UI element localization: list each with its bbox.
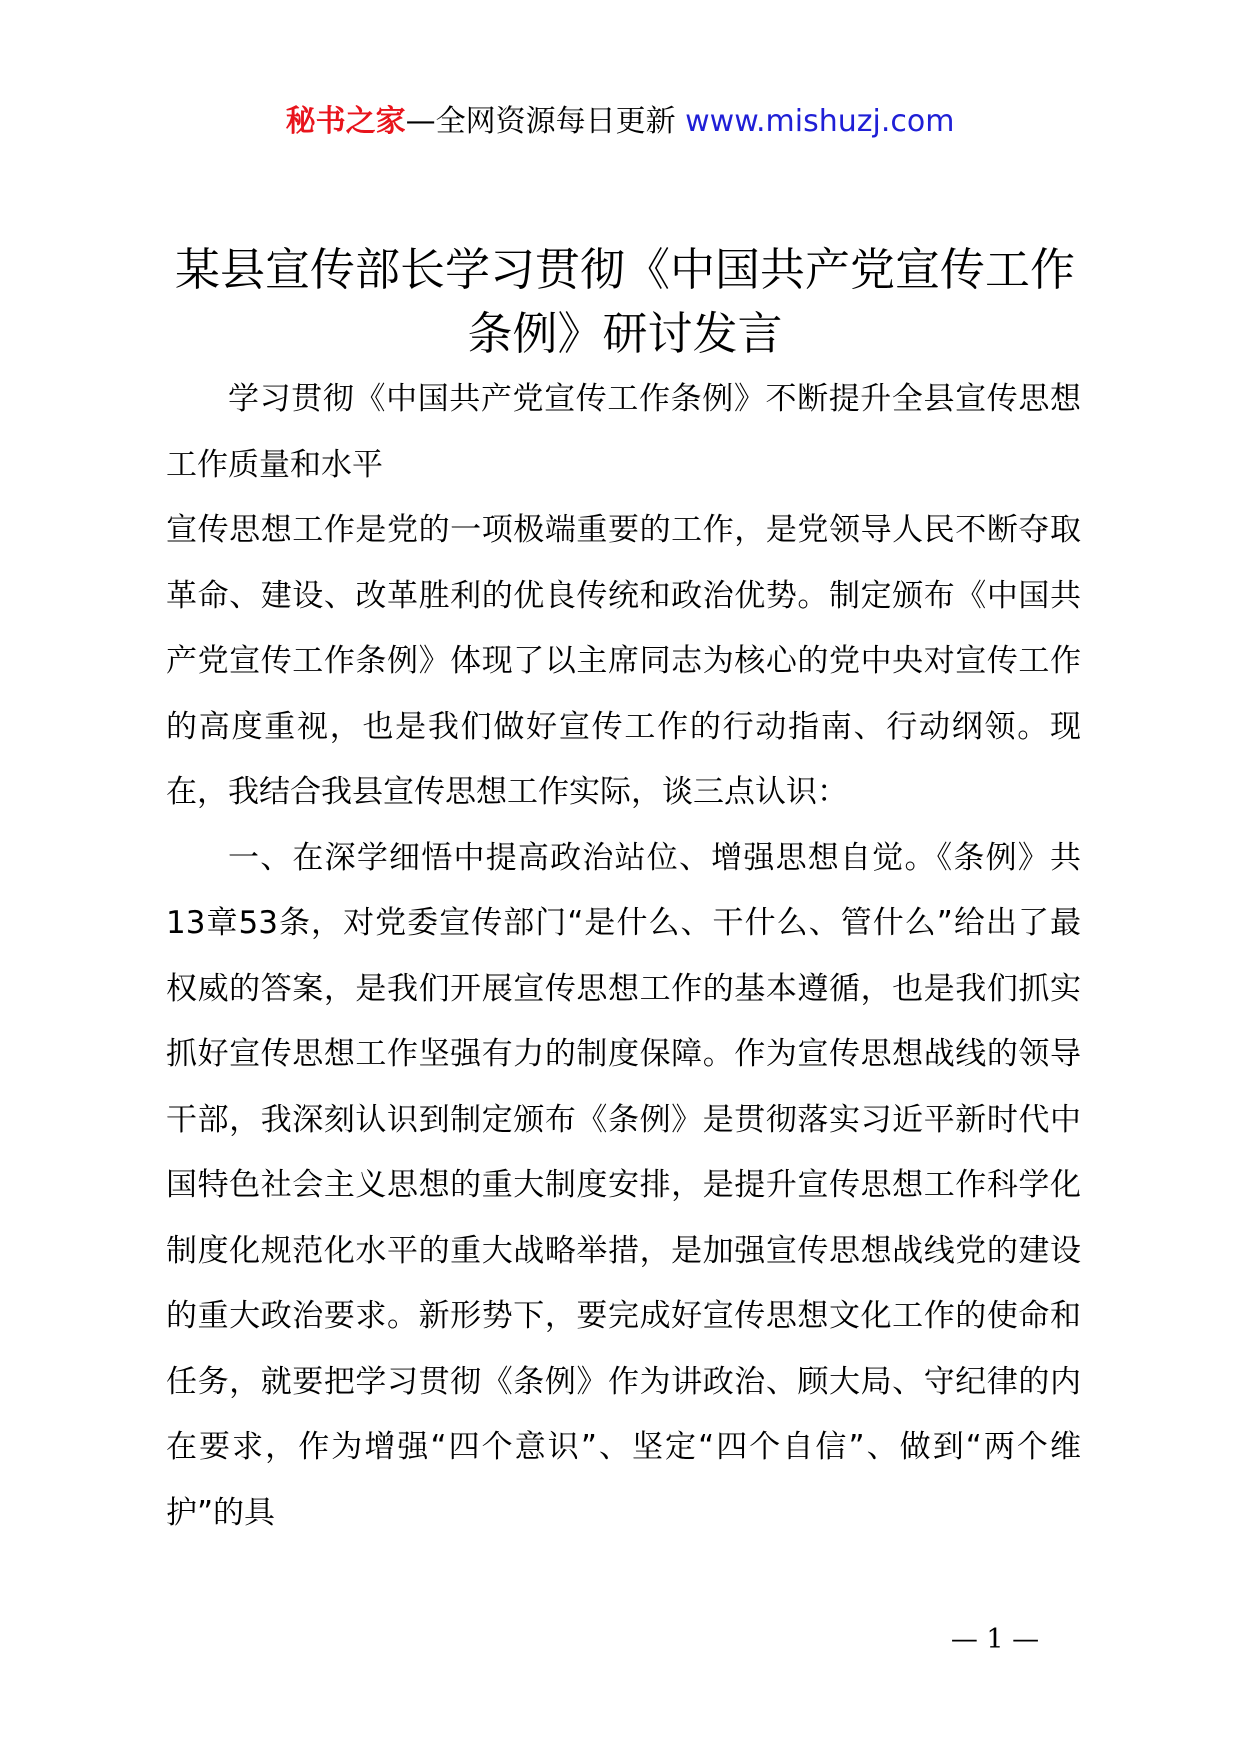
document-body <box>166 367 1081 1546</box>
document-subtitle: 学习贯彻《中国共产党宣传工作条例》不断提升全县宣传思想工作质量和水平 <box>166 381 1081 483</box>
title-line-1: 某县宣传部长学习贯彻《中国共产党宣传工作 <box>174 243 1075 296</box>
paragraph-1: 宣传思想工作是党的一项极端重要的工作，是党领导人民不断夺取革命、建设、改革胜利的优良传统和政治优势。制定颁布《中国共产党宣传工作条例》体现了以主席同志为核心的党中央对宣传工作的高度重视，也是我们做好宣传工作的行动指南、行动纲领。现在，我结合我县宣传思想工作实际，谈三点认识： <box>166 512 1081 810</box>
site-url-link[interactable]: www.mishuzj.com <box>685 104 955 139</box>
paragraph-2: 一、在深学细悟中提高政治站位、增强思想自觉。《条例》共13章53条，对党委宣传部门“是什么、干什么、管什么”给出了最权威的答案，是我们开展宣传思想工作的基本遵循，也是我们抓实抓好宣传思想工作坚强有力的制度保障。作为宣传思想战线的领导干部，我深刻认识到制定颁布《条例》是贯彻落实习近平新时代中国特色社会主义思想的重大制度安排，是提升宣传思想工作科学化制度化规范化水平的重大战略举措，是加强宣传思想战线党的建设的重大政治要求。新形势下，要完成好宣传思想文化工作的使命和任务，就要把学习贯彻《条例》作为讲政治、顾大局、守纪律的内在要求，作为增强“四个意识”、坚定“四个自信”、做到“两个维护”的具 <box>166 839 1081 1531</box>
site-brand: 秘书之家 <box>285 104 406 139</box>
site-tagline: —全网资源每日更新 <box>405 104 676 139</box>
document-title <box>160 238 1090 366</box>
site-header <box>0 98 1240 146</box>
title-line-2: 条例》研讨发言 <box>467 307 783 360</box>
page-number: — 1 — <box>950 1624 1040 1655</box>
